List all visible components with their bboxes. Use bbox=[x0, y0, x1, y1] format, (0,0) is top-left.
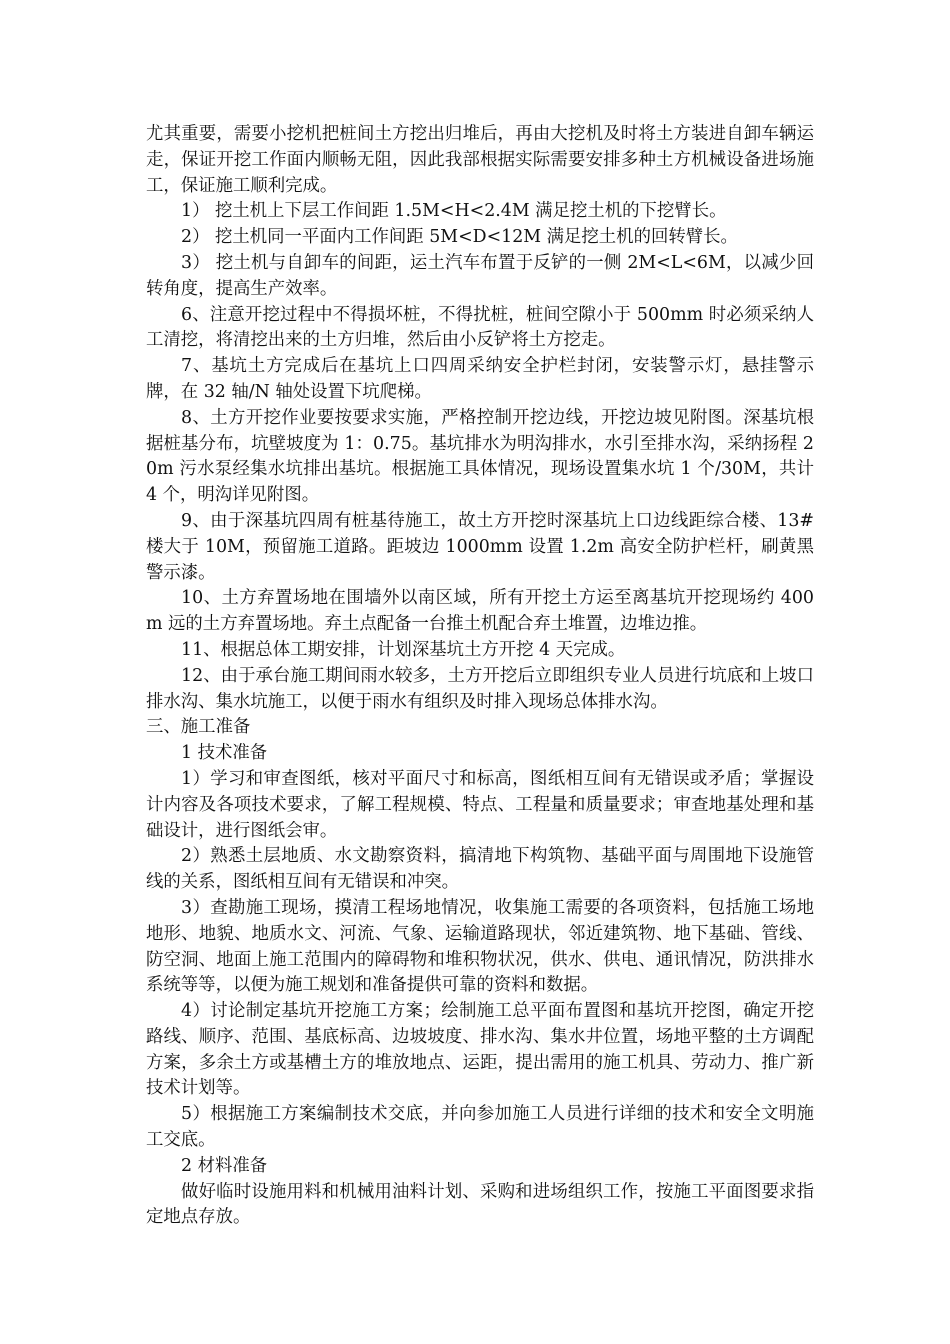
paragraph: 7、基坑土方完成后在基坑上口四周采纳安全护栏封闭，安装警示灯，悬挂警示牌，在 32 轴/N 轴处设置下坑爬梯。 bbox=[146, 356, 814, 402]
paragraph: 2）熟悉土层地质、水文勘察资料，搞清地下构筑物、基础平面与周围地下设施管线的关系，图纸相互间有无错误和冲突。 bbox=[146, 846, 814, 893]
paragraph: 做好临时设施用料和机械用油料计划、采购和进场组织工作，按施工平面图要求指定地点存放。 bbox=[146, 1181, 814, 1228]
paragraph: 12、由于承台施工期间雨水较多，土方开挖后立即组织专业人员进行坑底和上坡口排水沟、集水坑施工，以便于雨水有组织及时排入现场总体排水沟。 bbox=[146, 665, 814, 712]
paragraph: 8、土方开挖作业要按要求实施，严格控制开挖边线，开挖边坡见附图。深基坑根据桩基分布，坑壁坡度为 1：0.75。基坑排水为明沟排水，水引至排水沟，采纳扬程 20m 污水泵经集水坑排出基坑。根据施工具体情况，现场设置集水坑 1 个/30M，共计 4 个，明沟详见附图。 bbox=[146, 407, 814, 506]
paragraph: 5）根据施工方案编制技术交底，并向参加施工人员进行详细的技术和安全文明施工交底。 bbox=[146, 1104, 814, 1151]
paragraph: 3） 挖土机与自卸车的间距，运土汽车布置于反铲的一侧 2M<L<6M，以减少回转角度，提高生产效率。 bbox=[146, 252, 814, 299]
paragraph: 6、注意开挖过程中不得损坏桩，不得扰桩，桩间空隙小于 500mm 时必须采纳人工清挖，将清挖出来的土方归堆，然后由小反铲将土方挖走。 bbox=[146, 304, 814, 351]
paragraph: 3）查勘施工现场，摸清工程场地情况，收集施工需要的各项资料，包括施工场地地形、地貌、地质水文、河流、气象、运输道路现状，邻近建筑物、地下基础、管线、防空洞、地面上施工范围内的障碍物和堆积物状况，供水、供电、通讯情况，防洪排水系统等等，以便为施工规划和准备提供可靠的资料和数据。 bbox=[146, 897, 814, 996]
document-page bbox=[146, 122, 814, 1231]
section-heading: 三、施工准备 bbox=[146, 717, 251, 738]
paragraph: 9、由于深基坑四周有桩基待施工，故土方开挖时深基坑上口边线距综合楼、13#楼大于 10M，预留施工道路。距坡边 1000mm 设置 1.2m 高安全防护栏杆，刷黄黑警示漆。 bbox=[146, 510, 814, 583]
paragraph: 1） 挖土机上下层工作间距 1.5M<H<2.4M 满足挖土机的下挖臂长。 bbox=[181, 201, 727, 222]
paragraph: 11、根据总体工期安排，计划深基坑土方开挖 4 天完成。 bbox=[181, 639, 626, 660]
paragraph: 尤其重要，需要小挖机把桩间土方挖出归堆后，再由大挖机及时将土方装进自卸车辆运走，保证开挖工作面内顺畅无阻，因此我部根据实际需要安排多种土方机械设备进场施工，保证施工顺利完成。 bbox=[146, 124, 814, 196]
paragraph: 2） 挖土机同一平面内工作间距 5M<D<12M 满足挖土机的回转臂长。 bbox=[181, 227, 738, 248]
subsection-heading: 2 材料准备 bbox=[181, 1155, 268, 1176]
paragraph: 1）学习和审查图纸，核对平面尺寸和标高，图纸相互间有无错误或矛盾；掌握设计内容及各项技术要求，了解工程规模、特点、工程量和质量要求；审查地基处理和基础设计，进行图纸会审。 bbox=[146, 768, 814, 841]
paragraph: 10、土方弃置场地在围墙外以南区域，所有开挖土方运至离基坑开挖现场约 400m 远的土方弃置场地。弃土点配备一台推土机配合弃土堆置，边堆边推。 bbox=[146, 588, 814, 635]
subsection-heading: 1 技术准备 bbox=[181, 743, 268, 764]
paragraph: 4）讨论制定基坑开挖施工方案；绘制施工总平面布置图和基坑开挖图，确定开挖路线、顺序、范围、基底标高、边坡坡度、排水沟、集水井位置，场地平整的土方调配方案，多余土方或基槽土方的堆放地点、运距，提出需用的施工机具、劳动力、推广新技术计划等。 bbox=[146, 1001, 814, 1099]
